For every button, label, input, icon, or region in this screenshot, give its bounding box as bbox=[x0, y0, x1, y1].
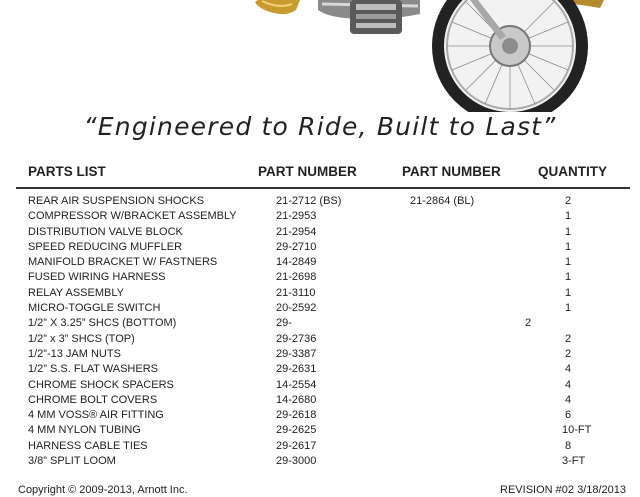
table-row bbox=[0, 270, 640, 285]
quantity: 1 bbox=[564, 240, 572, 253]
part-name: MANIFOLD BRACKET W/ FASTNERS bbox=[28, 256, 218, 269]
part-name: 1/2” x 3” SHCS (TOP) bbox=[28, 332, 135, 345]
part-number: 29-2617 bbox=[276, 439, 317, 452]
quantity: 1 bbox=[564, 271, 572, 284]
part-name: 1/2”-13 JAM NUTS bbox=[28, 347, 121, 360]
quantity: 4 bbox=[564, 393, 572, 406]
part-name: DISTRIBUTION VALVE BLOCK bbox=[28, 225, 183, 238]
header-parts-list: PARTS LIST bbox=[28, 164, 106, 179]
table-row bbox=[0, 408, 640, 423]
quantity: 3-FT bbox=[562, 455, 586, 468]
part-name: MICRO-TOGGLE SWITCH bbox=[28, 302, 161, 315]
table-row bbox=[0, 332, 640, 347]
part-number: 29-2736 bbox=[276, 332, 317, 345]
quantity: 1 bbox=[564, 302, 572, 315]
table-row bbox=[0, 316, 640, 331]
part-name: RELAY ASSEMBLY bbox=[28, 286, 124, 299]
quantity: 2 bbox=[564, 195, 572, 207]
part-number: 14-2849 bbox=[276, 256, 317, 269]
quantity: 2 bbox=[564, 332, 572, 345]
part-number: 21-2954 bbox=[276, 225, 317, 238]
part-name: HARNESS CABLE TIES bbox=[28, 439, 148, 452]
table-row bbox=[0, 194, 640, 209]
part-number: 29-2631 bbox=[276, 363, 317, 376]
header-part-number-2: PART NUMBER bbox=[402, 164, 501, 179]
table-row bbox=[0, 225, 640, 240]
table-row bbox=[0, 286, 640, 301]
part-name: CHROME SHOCK SPACERS bbox=[28, 378, 174, 391]
table-row bbox=[0, 209, 640, 224]
quantity: 10-FT bbox=[562, 424, 592, 437]
header-quantity: QUANTITY bbox=[538, 164, 607, 179]
part-name: FUSED WIRING HARNESS bbox=[28, 271, 166, 284]
part-number: 21-3110 bbox=[276, 286, 316, 299]
part-number: 14-2680 bbox=[276, 393, 317, 406]
part-name: 1/2” X 3.25” SHCS (BOTTOM) bbox=[28, 317, 177, 330]
part-number: 14-2554 bbox=[276, 378, 317, 391]
quantity: 4 bbox=[564, 363, 572, 376]
quantity: 2 bbox=[564, 347, 572, 360]
quantity: 4 bbox=[564, 378, 572, 391]
part-name: REAR AIR SUSPENSION SHOCKS bbox=[28, 195, 205, 207]
part-number: 21-2953 bbox=[276, 210, 317, 223]
part-name: 4 MM NYLON TUBING bbox=[28, 424, 141, 437]
header-part-number-1: PART NUMBER bbox=[258, 164, 357, 179]
quantity: 1 bbox=[564, 210, 572, 223]
table-row bbox=[0, 439, 640, 454]
part-number: 29-2710 bbox=[276, 240, 317, 253]
part-name: SPEED REDUCING MUFFLER bbox=[28, 240, 183, 253]
copyright-text: Copyright © 2009-2013, Arnott Inc. bbox=[18, 484, 188, 496]
quantity: 1 bbox=[564, 256, 572, 269]
quantity: 1 bbox=[564, 286, 572, 299]
part-name: CHROME BOLT COVERS bbox=[28, 393, 158, 406]
part-number: 29- bbox=[276, 317, 292, 330]
table-row bbox=[0, 378, 640, 393]
table-row bbox=[0, 240, 640, 255]
part-name: COMPRESSOR W/BRACKET ASSEMBLY bbox=[28, 210, 237, 223]
parts-table bbox=[0, 194, 640, 469]
table-row bbox=[0, 454, 640, 469]
part-name: 3/8” SPLIT LOOM bbox=[28, 455, 116, 468]
table-row bbox=[0, 393, 640, 408]
motorcycle-image bbox=[0, 0, 640, 112]
part-number: 20-2592 bbox=[276, 302, 317, 315]
quantity: 8 bbox=[564, 439, 572, 452]
quantity: 2 bbox=[524, 317, 532, 330]
quantity: 6 bbox=[564, 409, 572, 422]
part-number: 21-2698 bbox=[276, 271, 317, 284]
part-number: 29-2625 bbox=[276, 424, 317, 437]
table-row bbox=[0, 423, 640, 438]
part-number: 29-2618 bbox=[276, 409, 317, 422]
header-divider bbox=[16, 187, 630, 189]
table-row bbox=[0, 347, 640, 362]
part-name: 4 MM VOSS® AIR FITTING bbox=[28, 409, 164, 422]
quantity: 1 bbox=[564, 225, 572, 238]
part-number-alt: 21-2864 (BL) bbox=[410, 195, 475, 207]
table-row bbox=[0, 301, 640, 316]
revision-text: REVISION #02 3/18/2013 bbox=[500, 484, 626, 496]
table-row bbox=[0, 362, 640, 377]
table-row bbox=[0, 255, 640, 270]
part-number: 29-3000 bbox=[276, 455, 317, 468]
slogan: “Engineered to Ride, Built to Last” bbox=[83, 112, 557, 141]
part-name: 1/2” S.S. FLAT WASHERS bbox=[28, 363, 158, 376]
part-number: 29-3387 bbox=[276, 347, 317, 360]
part-number: 21-2712 (BS) bbox=[276, 195, 342, 207]
